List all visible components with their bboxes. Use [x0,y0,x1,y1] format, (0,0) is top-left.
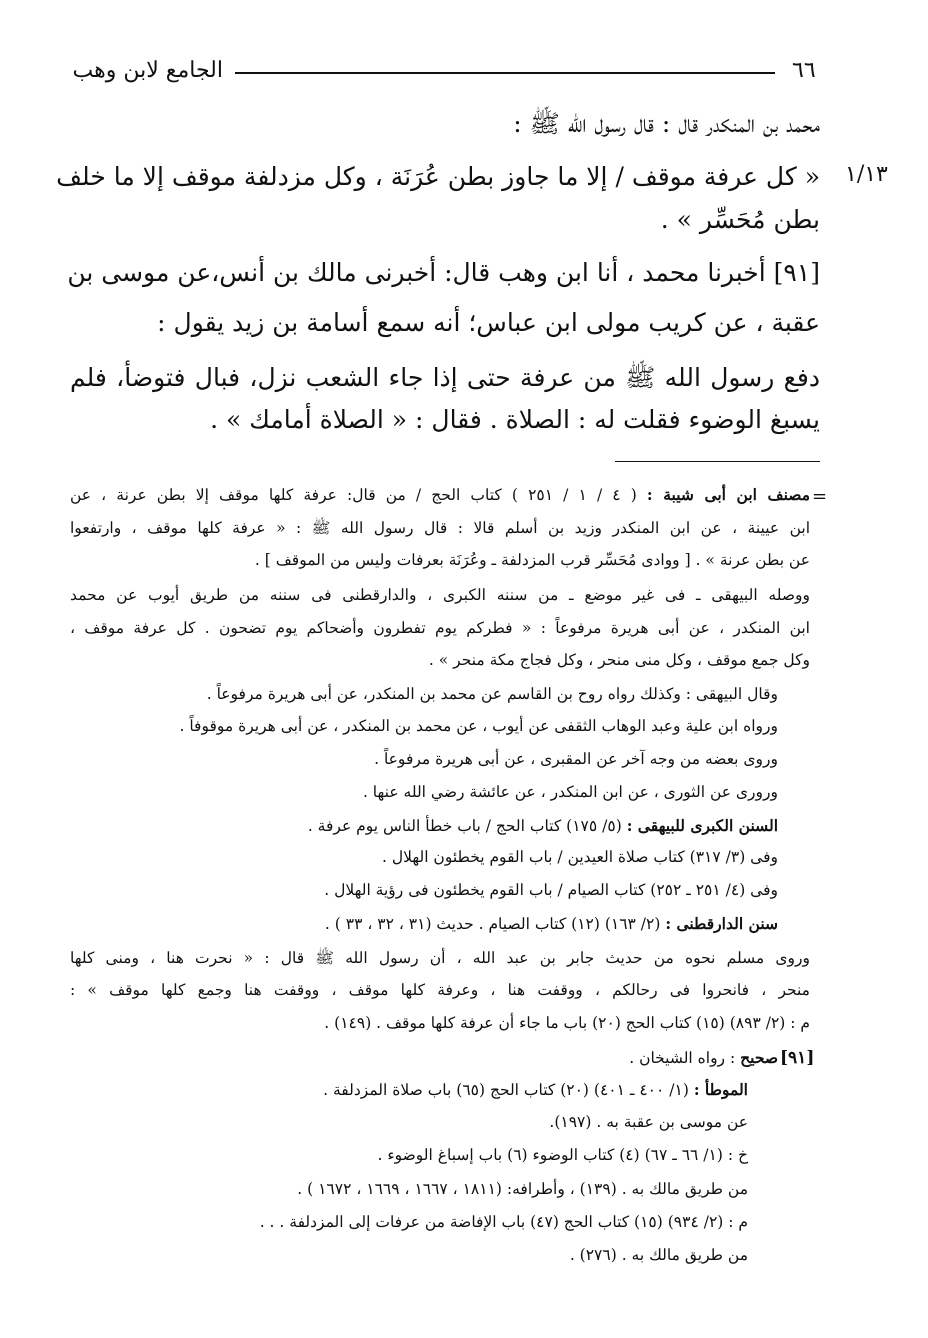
footnote-continuation-mark: = [812,486,828,507]
footnote-line: وفى (٣/ ٣١٧) كتاب صلاة العيدين / باب القوم يخطئون الهلال . [381,848,778,866]
footnote-line: عن موسى بن عقبة به . (١٩٧). [549,1113,748,1131]
footnote-text: (٥/ ١٧٥) كتاب الحج / باب خطأ الناس يوم عرفة . [307,817,622,835]
footnote-line [70,485,810,504]
source-title: سنن الدارقطنى : [665,914,778,933]
footnote-line [323,1080,748,1099]
footnote-text: (٢/ ١٦٣) (١٢) كتاب الصيام . حديث (٣١ ، ٣٢ ، ٣٣ ) . [324,915,661,933]
main-text-line: بطن مُحَسِّر » . [660,205,820,234]
footnote-line: ورورى عن الثورى ، عن ابن المنكدر ، عن عائشة رضي الله عنها . [362,783,778,801]
footnote-line: م : (٢/ ٩٣٤) (١٥) كتاب الحج (٤٧) باب الإفاضة من عرفات إلى المزدلفة . . . [259,1213,748,1231]
footnote-text: ( ٤ / ١ / ٢٥١ ) كتاب الحج / من قال: عرفة كلها موقف إلا بطن عرنة ، عن [70,486,637,504]
margin-reference: ١/١٣ [845,162,888,187]
main-text-line: محمد بن المنكدر قال : قال رسول الله ﷺ : [513,109,820,138]
running-header-title: الجامع لابن وهب [72,58,223,83]
footnote-text: (١/ ٤٠٠ ـ ٤٠١) (٢٠) كتاب الحج (٦٥) باب صلاة المزدلفة . [323,1081,689,1099]
footnote-line [325,914,778,933]
footnote-line: وروى مسلم نحوه من حديث جابر بن عبد الله ، أن رسول الله ﷺ قال : « نحرت هنا ، ومنى كلها [70,949,810,967]
footnote-line [629,1048,778,1067]
hadith-91-line: دفع رسول الله ﷺ من عرفة حتى إذا جاء الشعب نزل، فبال فتوضأ، فلم [70,363,820,392]
footnote-line [308,816,778,835]
footnote-line: وقال البيهقى : وكذلك رواه روح بن القاسم عن محمد بن المنكدر، عن أبى هريرة مرفوعاً . [206,685,778,703]
page-number: ٦٦ [792,58,816,83]
footnote-line: ابن المنكدر ، عن أبى هريرة مرفوعاً : « فطركم يوم تفطرون وأضحاكم يوم تضحون . كل عرفة موقف ، [70,619,810,637]
footnote-line: وروى بعضه من وجه آخر عن المقبرى ، عن أبى هريرة مرفوعاً . [374,750,778,768]
footnote-line: ورواه ابن علية وعبد الوهاب الثقفى عن أيوب ، عن محمد بن المنكدر ، عن أبى هريرة موقوفاً . [179,717,778,735]
footnote-line: منحر ، فانحروا فى رحالكم ، ووقفت هنا ، وعرفة كلها موقف ، ووقفت هنا وجمع كلها موقف » : [70,981,810,999]
source-title: السنن الكبرى للبيهقى : [626,816,778,835]
footnote-line: وفى (٤/ ٢٥١ ـ ٢٥٢) كتاب الصيام / باب القوم يخطئون فى رؤية الهلال . [324,881,778,899]
hadith-91-line: يسبغ الوضوء فقلت له : الصلاة . فقال : « الصلاة أمامك » . [210,405,820,434]
footnote-line: عن بطن عرنة » . [ ووادى مُحَسِّر قرب المزدلفة ـ وعُرَنَة بعرفات وليس من الموقف ] . [254,551,810,569]
footnote-line: ابن عيينة ، عن ابن المنكدر وزيد بن أسلم قالا : قال رسول الله ﷺ : « عرفة كلها موقف ، وارتفعوا [70,519,810,537]
footnote-line: من طريق مالك به . (٢٧٦) . [569,1246,748,1264]
footnote-line: من طريق مالك به . (١٣٩) ، وأطرافه: (١٨١١ ، ١٦٦٧ ، ١٦٦٩ ، ١٦٧٢ ) . [297,1180,748,1198]
footnote-line: خ : (١/ ٦٦ ـ ٦٧) (٤) كتاب الوضوء (٦) باب إسباغ الوضوء . [377,1146,748,1164]
footnote-number-91: [٩١] [780,1048,815,1068]
header-rule [235,72,775,74]
source-title: الموطأ : [693,1080,748,1099]
footnote-line: م : (٢/ ٨٩٣) (١٥) كتاب الحج (٢٠) باب ما جاء أن عرفة كلها موقف . (١٤٩) . [324,1014,810,1032]
main-text-line: « كل عرفة موقف / إلا ما جاوز بطن عُرَنَة ، وكل مزدلفة موقف إلا ما خلف [56,162,820,191]
footnote-text: : رواه الشيخان . [629,1049,736,1067]
footnote-rule [615,461,820,462]
hadith-91-line: [٩١] أخبرنا محمد ، أنا ابن وهب قال: أخبرنى مالك بن أنس،عن موسى بن [67,258,820,287]
hadith-91-line: عقبة ، عن كريب مولى ابن عباس؛ أنه سمع أسامة بن زيد يقول : [157,308,820,337]
source-title: مصنف ابن أبى شيبة : [646,485,811,504]
footnote-line: ووصله البيهقى ـ فى غير موضع ـ من سننه الكبرى ، والدارقطنى فى سننه من طريق أيوب عن محمد [70,586,810,604]
footnote-line: وكل جمع موقف ، وكل منى منحر ، وكل فجاج مكة منحر » . [428,651,810,669]
grading-label: صحيح [740,1048,778,1067]
